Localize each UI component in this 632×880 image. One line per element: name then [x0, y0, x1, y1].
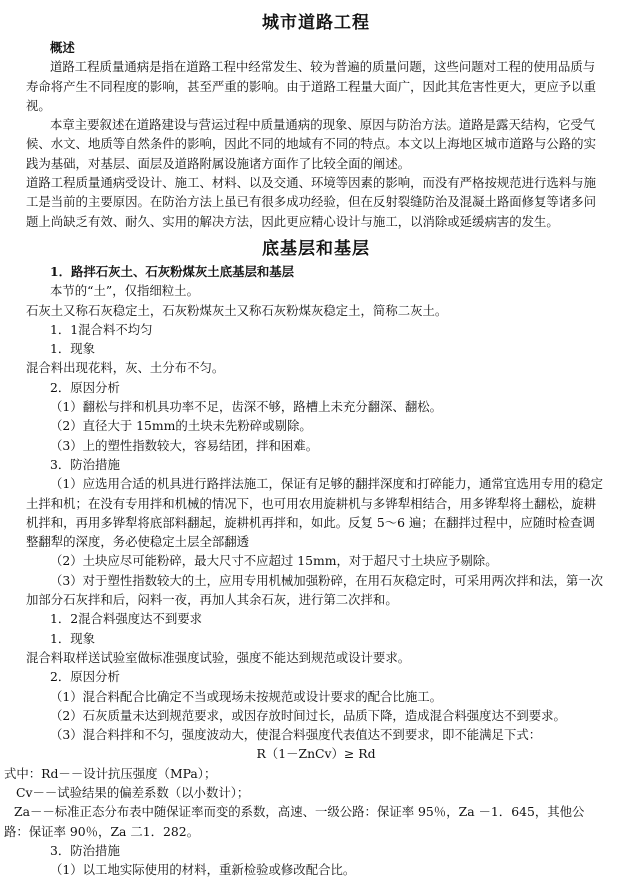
text-line: （3）混合料拌和不匀，强度波动大，使混合料强度代表值达不到要求，即不能满足下式：	[50, 727, 542, 743]
text-line: 石灰土又称石灰稳定土，石灰粉煤灰土又称石灰粉煤灰稳定土，简称二灰土。	[26, 302, 448, 318]
overview-heading: 概述	[50, 40, 75, 55]
formula-definition-cv: Cv－－试验结果的偏差系数（以小数计）；	[16, 785, 250, 801]
text-line: （2）石灰质量未达到规范要求，或因存放时间过长，品质下降，造成混合料强度达不到要求。	[50, 707, 566, 723]
text-line: 3．防治措施	[50, 456, 120, 472]
text-line: 2．原因分析	[50, 669, 120, 685]
text-line: 本节的“土”，仅指细粒土。	[50, 283, 199, 299]
text-line: （1）翻松与拌和机具功率不足，齿深不够，路槽上未充分翻深、翻松。	[50, 399, 442, 415]
overview-section	[26, 38, 606, 231]
formula-definition-rd: 式中：Rd－－设计抗压强度（MPa）；	[4, 765, 217, 781]
text-line: 1．现象	[50, 630, 96, 646]
overview-paragraph-3: 道路工程质量通病受设计、施工、材料、以及交通、环境等因素的影响，而没有严格按规范进行选料与施工是当前的主要原因。在防治方法上虽已有很多成功经验，但在反射裂缝防治及混凝土路面修复等诸多问题上尚缺乏有效、耐久、实用的解决方法，因此更应精心设计与施工，以消除或延缓病害的发生。	[26, 175, 596, 229]
text-line: 1．1混合料不均匀	[50, 321, 153, 337]
text-line: 1．现象	[50, 341, 96, 357]
overview-paragraph-2: 本章主要叙述在道路建设与营运过程中质量通病的现象、原因与防治方法。道路是露天结构，它受气候、水文、地质等自然条件的影响，因此不同的地域有不同的特点。本文以上海地区城市道路与公路的实践为基础，对基层、面层及道路附属设施诸方面作了比较全面的阐述。	[26, 117, 596, 171]
text-line: 混合料出现花料，灰、土分布不匀。	[26, 360, 225, 376]
measure-paragraph-2: （2）土块应尽可能粉碎，最大尺寸不应超过 15mm，对于超尺寸土块应予剔除。	[50, 553, 498, 569]
text-line: 2．原因分析	[50, 379, 120, 395]
base-layer-section	[4, 262, 606, 880]
section-title: 底基层和基层	[262, 239, 370, 259]
text-line: （3）上的塑性指数较大，容易结团，拌和困难。	[50, 437, 319, 453]
text-line: （1）以工地实际使用的材料，重新检验或修改配合比。	[50, 862, 356, 878]
strength-formula: R（1－ZnCv）≥ Rd	[256, 746, 376, 762]
overview-paragraph-1: 道路工程质量通病是指在道路工程中经常发生、较为普遍的质量问题，这些问题对工程的使用品质与寿命将产生不同程度的影响，甚至严重的影响。由于道路工程量大面广，因此其危害性更大，更应予以重视。	[26, 59, 596, 113]
formula-definition-za: Za－－标准正态分布表中随保证率而变的系数，高速、一级公路：保证率 95％，Za －1．645，其他公路：保证率 90％，Za 二1．282。	[4, 804, 585, 839]
document-title: 城市道路工程	[262, 13, 370, 33]
text-line: 1．2混合料强度达不到要求	[50, 611, 203, 627]
text-line: 3．防治措施	[50, 842, 120, 858]
measure-paragraph-3: （3）对于塑性指数较大的土，应用专用机械加强粉碎，在用石灰稳定时，可采用两次拌和法，第一次加部分石灰拌和后，闷料一夜，再加人其余石灰，进行第二次拌和。	[26, 572, 604, 608]
measure-paragraph-1: （1）应选用合适的机具进行路拌法施工，保证有足够的翻拌深度和打碎能力，通常宜选用专用的稳定土拌和机；在没有专用拌和机械的情况下，也可用农用旋耕机与多铧犁相结合，用多铧犁将土翻松，旋耕机拌和，再用多铧犁将底部料翻起，旋耕机再拌和，如此。反复 5～6 遍；在翻拌过程中，应随时检查调整翻犁的深度，务必使稳定土层全部翻透	[26, 476, 604, 550]
text-line: （1）混合料配合比确定不当或现场未按规范或设计要求的配合比施工。	[50, 688, 442, 704]
text-line: 混合料取样送试验室做标准强度试验，强度不能达到规范或设计要求。	[26, 649, 411, 665]
text-line: （2）直径大于 15mm的土块未先粉碎或剔除。	[50, 418, 312, 434]
subsection-heading: 1．路拌石灰土、石灰粉煤灰土底基层和基层	[50, 264, 295, 279]
